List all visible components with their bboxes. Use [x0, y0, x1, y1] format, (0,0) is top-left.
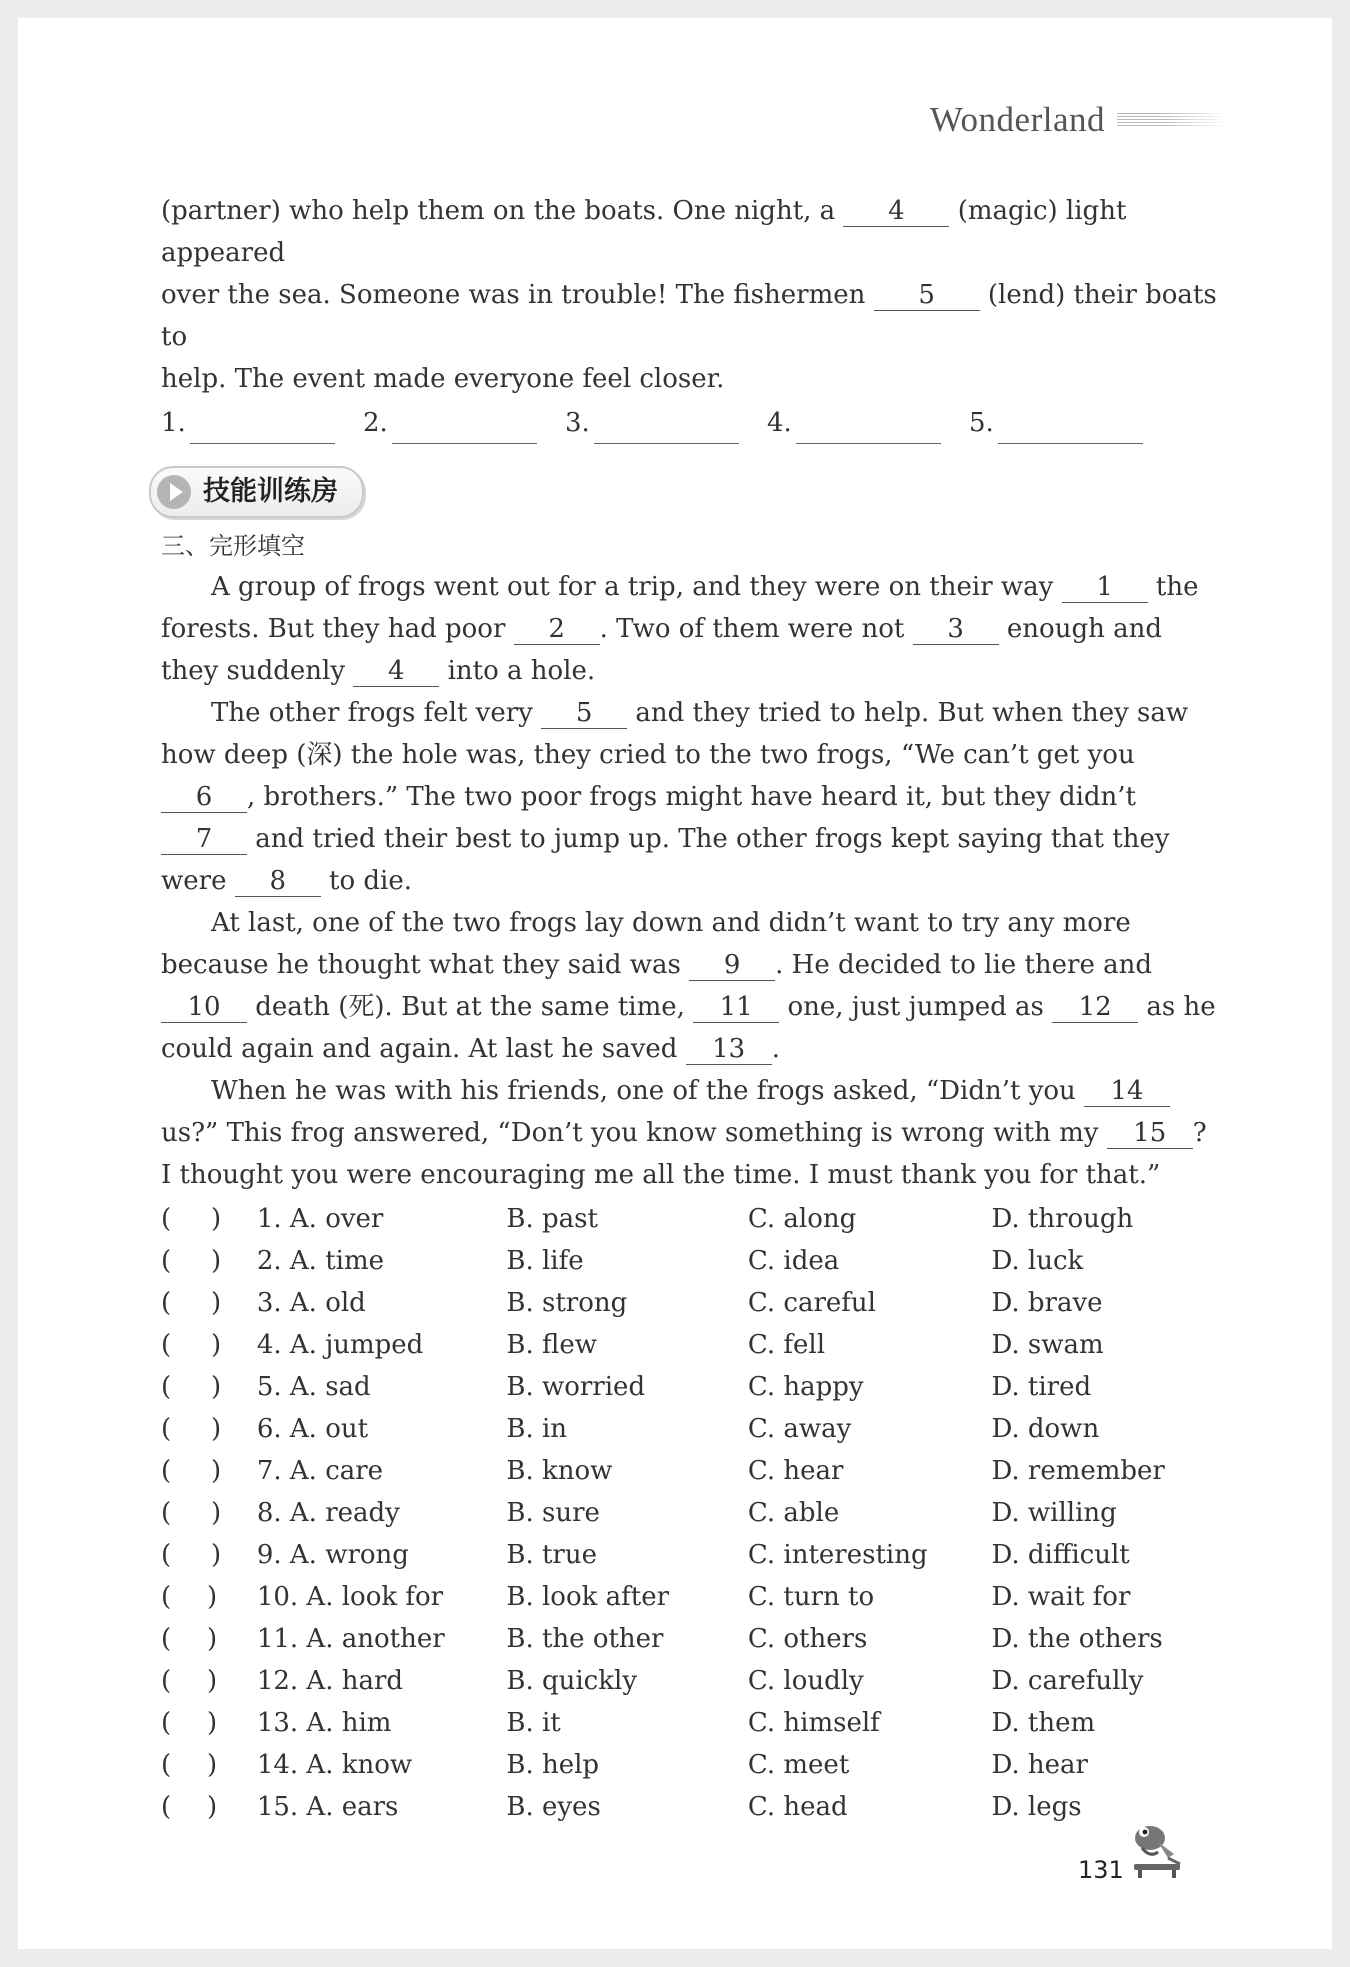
- question-row: [161, 1282, 1221, 1324]
- paren-close: ): [211, 1330, 222, 1360]
- page-header: [930, 100, 1227, 140]
- paren-open: (: [161, 1540, 172, 1570]
- blank-15[interactable]: 15: [1107, 1118, 1193, 1149]
- passage-text: A group of frogs went out for a trip, and they were on their way: [211, 572, 1054, 602]
- passage-text: into a hole.: [447, 656, 596, 686]
- paren-open: (: [161, 1246, 172, 1276]
- option-a: 12. A. hard: [256, 1666, 404, 1696]
- answer-paren[interactable]: [161, 1702, 257, 1744]
- option-b: B. worried: [506, 1372, 646, 1402]
- option-c: C. turn to: [747, 1582, 875, 1612]
- passage-text: as he could again and again. At last he saved: [161, 992, 1216, 1064]
- answer-paren[interactable]: [161, 1324, 257, 1366]
- answer-paren[interactable]: [161, 1576, 257, 1618]
- option-b: B. flew: [506, 1330, 597, 1360]
- question-row: [161, 1534, 1221, 1576]
- intro-text: (lend) their boats to: [161, 280, 1217, 352]
- option-c: C. others: [747, 1624, 868, 1654]
- answer-paren[interactable]: [161, 1492, 257, 1534]
- intro-text: (magic) light appeared: [161, 196, 1127, 268]
- option-c: C. fell: [747, 1330, 826, 1360]
- option-a: 1. A. over: [256, 1204, 384, 1234]
- option-d: D. them: [991, 1708, 1096, 1738]
- question-row: [161, 1786, 1221, 1828]
- answer-paren[interactable]: [161, 1282, 257, 1324]
- option-c: C. able: [747, 1498, 840, 1528]
- intro-text: over the sea. Someone was in trouble! The fishermen: [161, 280, 866, 310]
- passage-text: the forests. But they had poor: [161, 572, 1199, 644]
- answer-label: 3.: [565, 408, 590, 438]
- passage-text: , brothers.” The two poor frogs might have heard it, but they didn’t: [247, 782, 1137, 812]
- option-c: C. happy: [747, 1372, 864, 1402]
- passage-text: At last, one of the two frogs lay down and didn’t want to try any more because he thought what they said was: [161, 908, 1131, 980]
- blank-9[interactable]: 9: [689, 950, 775, 981]
- option-b: B. strong: [506, 1288, 628, 1318]
- paren-close: ): [211, 1288, 222, 1318]
- passage-text: death (死). But at the same time,: [255, 992, 685, 1022]
- header-title: Wonderland: [929, 100, 1105, 139]
- blank-12[interactable]: 12: [1052, 992, 1138, 1023]
- page-number: 131: [1078, 1856, 1124, 1884]
- blank-10[interactable]: 10: [161, 992, 247, 1023]
- question-row: [161, 1492, 1221, 1534]
- option-b: B. quickly: [506, 1666, 638, 1696]
- option-d: D. down: [991, 1414, 1100, 1444]
- answer-slot[interactable]: [767, 402, 969, 444]
- answer-line[interactable]: [190, 413, 335, 444]
- question-row: [161, 1198, 1221, 1240]
- answer-label: 5.: [969, 408, 994, 438]
- option-a: 7. A. care: [256, 1456, 384, 1486]
- answer-paren[interactable]: [161, 1786, 257, 1828]
- paren-close: ): [207, 1582, 218, 1612]
- blank-2[interactable]: 2: [514, 614, 600, 645]
- passage-paragraph-3: [161, 902, 1221, 1070]
- passage-text: and tried their best to jump up. The other frogs kept saying that they were: [161, 824, 1170, 896]
- paren-open: (: [161, 1708, 172, 1738]
- answer-label: 4.: [767, 408, 792, 438]
- answer-slot[interactable]: [565, 402, 767, 444]
- passage-paragraph-2: [161, 692, 1221, 902]
- answer-paren[interactable]: [161, 1660, 257, 1702]
- blank-11[interactable]: 11: [693, 992, 779, 1023]
- option-c: C. idea: [747, 1246, 840, 1276]
- paren-open: (: [161, 1498, 172, 1528]
- passage-text: When he was with his friends, one of the frogs asked, “Didn’t you: [211, 1076, 1076, 1106]
- answer-paren[interactable]: [161, 1240, 257, 1282]
- option-c: C. along: [747, 1204, 857, 1234]
- option-a: 13. A. him: [256, 1708, 392, 1738]
- paren-close: ): [211, 1456, 222, 1486]
- paren-open: (: [161, 1372, 172, 1402]
- option-b: B. know: [506, 1456, 613, 1486]
- option-c: C. loudly: [747, 1666, 864, 1696]
- passage-paragraph-1: [161, 566, 1221, 692]
- option-d: D. brave: [991, 1288, 1103, 1318]
- option-d: D. difficult: [991, 1540, 1130, 1570]
- paren-close: ): [211, 1498, 222, 1528]
- section-banner: [149, 466, 364, 518]
- option-d: D. wait for: [991, 1582, 1131, 1612]
- paren-close: ): [211, 1414, 222, 1444]
- option-d: D. the others: [991, 1624, 1163, 1654]
- answer-paren[interactable]: [161, 1408, 257, 1450]
- header-decoration: [1117, 113, 1227, 127]
- blank-14[interactable]: 14: [1084, 1076, 1170, 1107]
- option-a: 15. A. ears: [256, 1792, 399, 1822]
- paren-open: (: [161, 1792, 172, 1822]
- option-d: D. swam: [991, 1330, 1104, 1360]
- answer-slot[interactable]: [363, 402, 565, 444]
- option-d: D. remember: [991, 1456, 1165, 1486]
- blank-5[interactable]: 5: [541, 698, 627, 729]
- intro-line-2: [161, 274, 1221, 358]
- paren-open: (: [161, 1204, 172, 1234]
- paren-close: ): [207, 1792, 218, 1822]
- answer-paren[interactable]: [161, 1618, 257, 1660]
- paren-open: (: [161, 1582, 172, 1612]
- passage-text: one, just jumped as: [787, 992, 1044, 1022]
- question-row: [161, 1576, 1221, 1618]
- option-b: B. it: [506, 1708, 561, 1738]
- option-b: B. the other: [506, 1624, 664, 1654]
- section-title: 技能训练房: [203, 476, 338, 507]
- blank-4[interactable]: 4: [353, 656, 439, 687]
- paren-open: (: [161, 1456, 172, 1486]
- question-row: [161, 1450, 1221, 1492]
- paren-close: ): [211, 1246, 222, 1276]
- question-row: [161, 1702, 1221, 1744]
- passage-text: .: [771, 1034, 780, 1064]
- option-a: 6. A. out: [256, 1414, 369, 1444]
- option-c: C. hear: [747, 1456, 844, 1486]
- paren-close: ): [207, 1666, 218, 1696]
- question-row: [161, 1660, 1221, 1702]
- option-a: 5. A. sad: [256, 1372, 371, 1402]
- answer-line[interactable]: [594, 413, 739, 444]
- option-c: C. careful: [747, 1288, 876, 1318]
- question-row: [161, 1408, 1221, 1450]
- paren-close: ): [211, 1372, 222, 1402]
- passage-text: enough and they suddenly: [161, 614, 1162, 686]
- blank-5[interactable]: 5: [874, 280, 980, 311]
- option-d: D. willing: [991, 1498, 1117, 1528]
- answer-slot[interactable]: [161, 402, 363, 444]
- paren-close: ): [211, 1540, 222, 1570]
- option-a: 10. A. look for: [256, 1582, 444, 1612]
- option-b: B. look after: [506, 1582, 670, 1612]
- option-b: B. past: [506, 1204, 598, 1234]
- play-icon: [157, 475, 191, 509]
- question-options: [161, 1198, 1221, 1828]
- answer-paren[interactable]: [161, 1198, 257, 1240]
- answer-paren[interactable]: [161, 1450, 257, 1492]
- option-c: C. meet: [747, 1750, 850, 1780]
- answer-line[interactable]: [796, 413, 941, 444]
- paren-close: ): [211, 1204, 222, 1234]
- question-row: [161, 1618, 1221, 1660]
- answer-paren[interactable]: [161, 1366, 257, 1408]
- passage-text: ? I thought you were encouraging me all the time. I must thank you for that.”: [161, 1118, 1207, 1190]
- option-c: C. himself: [747, 1708, 880, 1738]
- page-content: [161, 190, 1221, 1828]
- intro-text: (partner) who help them on the boats. One night, a: [161, 196, 836, 226]
- blank-8[interactable]: 8: [235, 866, 321, 897]
- paren-open: (: [161, 1288, 172, 1318]
- option-d: D. legs: [991, 1792, 1082, 1822]
- option-b: B. eyes: [506, 1792, 601, 1822]
- section-subtitle: 三、完形填空: [161, 532, 305, 560]
- answer-line[interactable]: [998, 413, 1143, 444]
- intro-line-1: [161, 190, 1221, 274]
- option-b: B. help: [506, 1750, 600, 1780]
- paren-close: ): [207, 1708, 218, 1738]
- passage-text: to die.: [329, 866, 412, 896]
- passage-text: . He decided to lie there and: [775, 950, 1153, 980]
- option-c: C. interesting: [747, 1540, 928, 1570]
- option-d: D. carefully: [991, 1666, 1144, 1696]
- option-c: C. head: [747, 1792, 848, 1822]
- blank-1[interactable]: 1: [1062, 572, 1148, 603]
- blank-4[interactable]: 4: [843, 196, 949, 227]
- paren-open: (: [161, 1666, 172, 1696]
- answer-line[interactable]: [392, 413, 537, 444]
- option-d: D. hear: [991, 1750, 1088, 1780]
- option-a: 4. A. jumped: [256, 1330, 424, 1360]
- paren-open: (: [161, 1624, 172, 1654]
- blank-3[interactable]: 3: [913, 614, 999, 645]
- option-a: 9. A. wrong: [256, 1540, 409, 1570]
- blank-13[interactable]: 13: [686, 1034, 772, 1065]
- passage-text: us?” This frog answered, “Don’t you know something is wrong with my: [161, 1118, 1099, 1148]
- passage-text: . Two of them were not: [599, 614, 905, 644]
- question-row: [161, 1366, 1221, 1408]
- option-b: B. sure: [506, 1498, 600, 1528]
- paren-open: (: [161, 1414, 172, 1444]
- blank-7[interactable]: 7: [161, 824, 247, 855]
- answer-blanks: [161, 402, 1221, 444]
- passage-paragraph-4: [161, 1070, 1221, 1196]
- answer-paren[interactable]: [161, 1744, 257, 1786]
- frog-on-stool-icon: [1128, 1818, 1188, 1884]
- option-b: B. true: [506, 1540, 597, 1570]
- option-a: 8. A. ready: [256, 1498, 400, 1528]
- paren-open: (: [161, 1750, 172, 1780]
- option-a: 11. A. another: [256, 1624, 445, 1654]
- paren-close: ): [207, 1624, 218, 1654]
- answer-label: 2.: [363, 408, 388, 438]
- workbook-page: [18, 18, 1332, 1949]
- question-row: [161, 1324, 1221, 1366]
- option-d: D. through: [991, 1204, 1134, 1234]
- answer-paren[interactable]: [161, 1534, 257, 1576]
- option-b: B. in: [506, 1414, 568, 1444]
- option-c: C. away: [747, 1414, 852, 1444]
- option-a: 2. A. time: [256, 1246, 384, 1276]
- option-d: D. luck: [991, 1246, 1084, 1276]
- answer-label: 1.: [161, 408, 186, 438]
- intro-line-3: help. The event made everyone feel closer.: [161, 364, 725, 394]
- option-b: B. life: [506, 1246, 584, 1276]
- question-row: [161, 1744, 1221, 1786]
- option-a: 14. A. know: [256, 1750, 413, 1780]
- option-a: 3. A. old: [256, 1288, 366, 1318]
- paren-close: ): [207, 1750, 218, 1780]
- question-row: [161, 1240, 1221, 1282]
- answer-slot[interactable]: [969, 402, 1171, 444]
- passage-text: The other frogs felt very: [211, 698, 533, 728]
- option-d: D. tired: [991, 1372, 1092, 1402]
- paren-open: (: [161, 1330, 172, 1360]
- passage-text: and they tried to help. But when they saw how deep (深) the hole was, they cried to the two frogs, “We can’t get you: [161, 698, 1189, 770]
- blank-6[interactable]: 6: [161, 782, 247, 813]
